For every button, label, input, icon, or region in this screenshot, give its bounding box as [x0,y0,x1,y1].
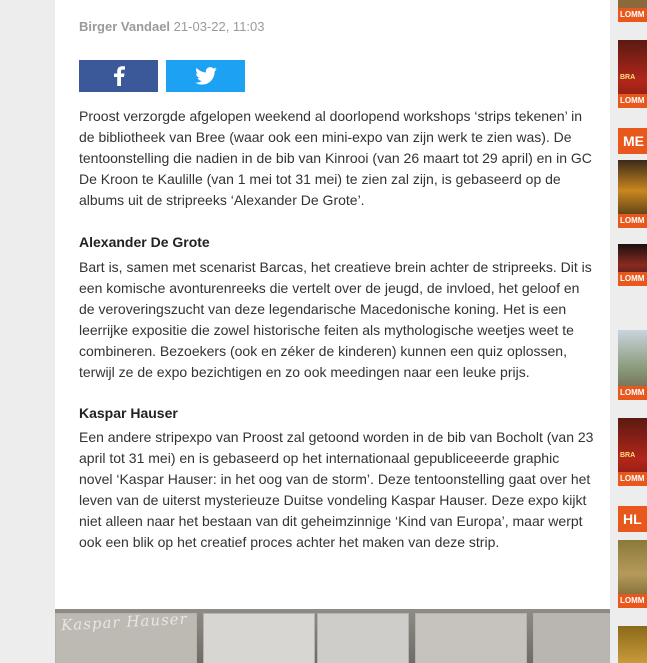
article-body [79,106,594,553]
facebook-share-button[interactable] [79,60,158,92]
thumb-tag: LOMM [618,8,647,22]
photo-panel [415,613,527,663]
publish-datetime: 21-03-22, 11:03 [173,19,265,34]
thumb-tag: LOMM [618,214,647,228]
rail-thumb[interactable] [618,40,647,108]
section-header-me[interactable]: ME [618,128,647,154]
section-heading-kaspar: Kaspar Hauser [79,405,178,421]
intro-paragraph: Proost verzorgde afgelopen weekend al doorlopend workshops ‘strips tekenen’ in de bibliotheek van Bree (waar ook een mini-expo van zijn werk te zien was). De tentoonstelling die nadien in de bib van Kinrooi (van 26 maart tot 29 april) en in GC De Kroon te Kaulille (van 1 mei tot 31 mei) te zien zal zijn, is gebaseerd op de albums uit de stripreeks ‘Alexander De Grote’. [79,108,592,208]
thumb-tag: LOMM [618,386,647,400]
facebook-icon [113,66,125,86]
rail-thumb[interactable] [618,244,647,286]
rail-thumb[interactable] [618,0,647,22]
photo-script-text: Kaspar Hauser [60,609,189,635]
thumb-tag: LOMM [618,272,647,286]
thumb-overtag: BRA [620,452,636,459]
article-card [55,0,610,663]
related-articles-rail [618,0,647,663]
rail-thumb[interactable] [618,540,647,608]
thumb-image [618,626,647,663]
photo-panel [317,613,409,663]
rail-thumb[interactable] [618,330,647,400]
thumb-tag: LOMM [618,94,647,108]
author-name[interactable]: Birger Vandael [79,19,171,34]
kaspar-paragraph: Een andere stripexpo van Proost zal getoond worden in de bib van Bocholt (van 23 april tot 31 mei) en is gebaseerd op het internationaal gepubliceeerde graphic novel ‘Kaspar Hauser: in het oog van de storm’. Deze tentoonstelling gaat over het leven van de uiterst mysterieuze Duitse vondeling Kaspar Hauser. Deze expo kijkt niet alleen naar het bestaan van dit geheimzinnige ‘Kind van Europa’, maar werpt ook een blik op het creatief proces achter het maken van deze strip. [79,429,594,550]
thumb-tag: LOMM [618,594,647,608]
photo-panel [533,613,610,663]
rail-thumb[interactable] [618,626,647,663]
alexander-paragraph: Bart is, samen met scenarist Barcas, het creatieve brein achter de stripreeks. Dit is een komische avonturenreeks die vertelt over de jeugd, de invloed, het geloof en de veroveringszucht van deze legendarische Macedonische koning. Het is een leerrijke expositie die zowel historische feiten als mythologische weetjes weet te combineren. Bezoekers (ook en zéker de kinderen) kunnen een quiz oplossen, terwijl ze de expo bezichtigen en zo ook meedingen naar een leuke prijs. [79,259,592,380]
rail-thumb[interactable] [618,418,647,486]
article-photo[interactable] [55,609,610,663]
section-heading-alexander: Alexander De Grote [79,234,210,250]
twitter-icon [195,67,217,85]
photo-panel [203,613,315,663]
twitter-share-button[interactable] [166,60,245,92]
article-byline [79,19,265,34]
rail-thumb[interactable] [618,160,647,228]
thumb-tag: LOMM [618,472,647,486]
thumb-overtag: BRA [620,74,636,81]
section-header-hl[interactable]: HL [618,506,647,532]
